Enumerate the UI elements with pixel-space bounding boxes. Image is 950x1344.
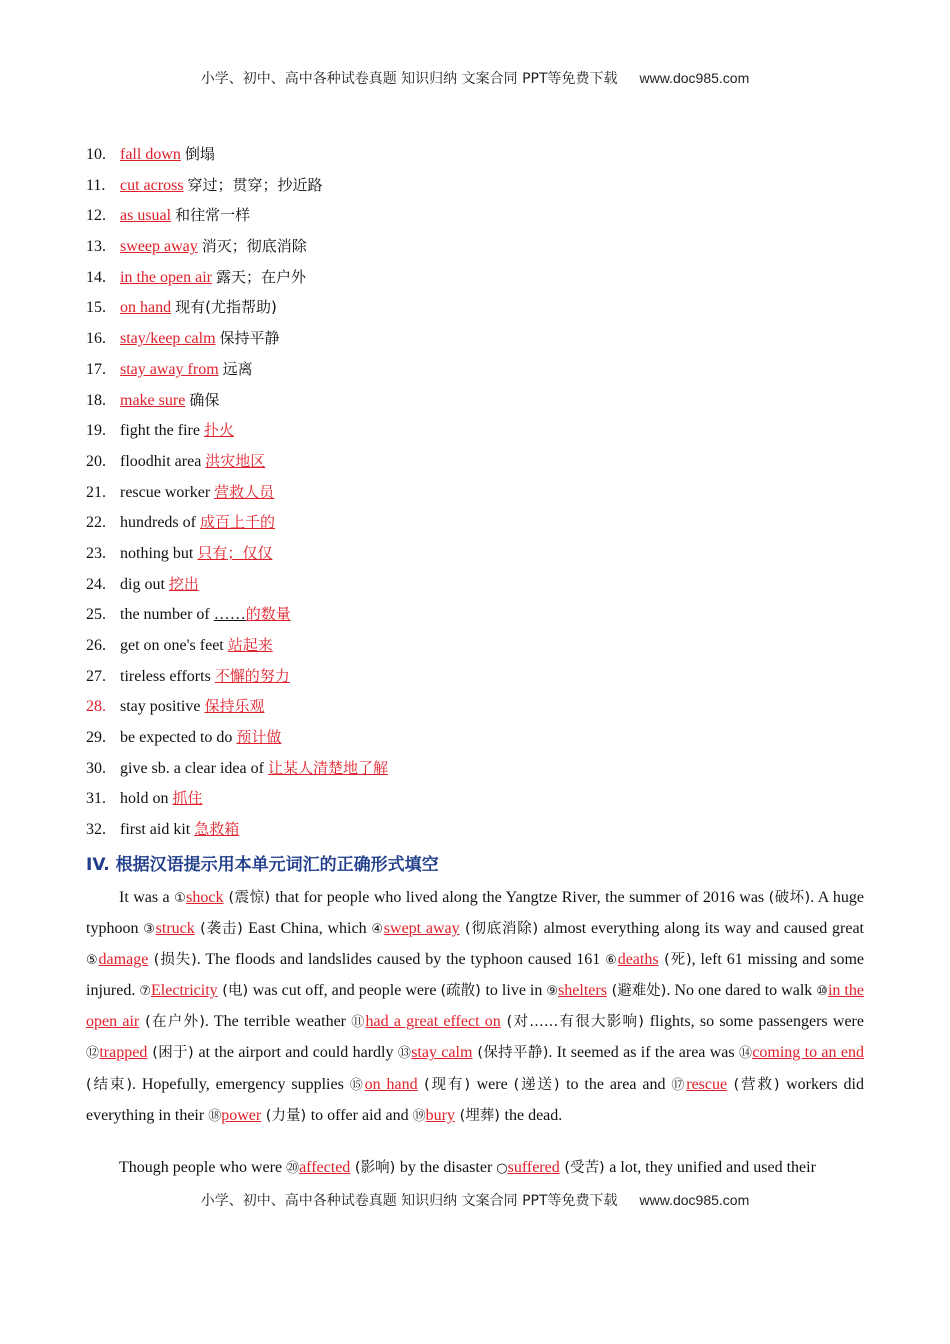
vocab-meaning: 只有；仅仅 — [197, 543, 273, 562]
vocab-meaning: 预计做 — [236, 728, 282, 747]
vocab-phrase: dig out — [120, 575, 165, 593]
vocab-meaning: 挖出 — [168, 574, 199, 593]
vocab-phrase: give sb. a clear idea of — [120, 759, 264, 777]
vocab-phrase: fall down — [120, 146, 181, 163]
vocab-meaning: 营救人员 — [214, 482, 275, 501]
vocab-dots: …… — [213, 606, 246, 624]
vocab-meaning: 远离 — [222, 359, 253, 378]
passage-paragraph-2: Though people who were ⑳affected (影响) by the disaster ○suffered (受苦) a lot, they unified and used their — [119, 1159, 816, 1176]
vocab-number: 26. — [86, 637, 106, 654]
vocab-meaning: 保持平静 — [219, 329, 280, 348]
vocab-phrase: be expected to do — [120, 729, 233, 747]
vocab-item — [86, 634, 388, 665]
vocab-item — [86, 511, 388, 542]
vocab-number: 22. — [86, 514, 106, 532]
vocab-item — [86, 695, 388, 726]
vocab-phrase: floodhit area — [120, 452, 202, 470]
vocab-number: 14. — [86, 268, 106, 286]
vocab-meaning: 保持乐观 — [204, 697, 265, 716]
vocab-meaning: 站起来 — [227, 636, 273, 654]
answer-17: rescue — [686, 1075, 728, 1093]
vocab-meaning: 倒塌 — [184, 145, 215, 163]
answer-9: shelters — [558, 982, 607, 1000]
vocab-number: 27. — [86, 667, 106, 685]
page-footer — [0, 1190, 950, 1210]
vocab-number: 30. — [86, 759, 106, 777]
vocab-meaning: 确保 — [189, 390, 220, 409]
vocab-item — [86, 174, 388, 205]
answer-14: coming to an end — [752, 1044, 864, 1062]
vocab-phrase: rescue worker — [120, 483, 211, 501]
vocab-phrase: stay/keep calm — [120, 330, 216, 348]
vocab-number: 32. — [86, 821, 106, 839]
vocab-number: 17. — [86, 360, 106, 378]
vocab-list — [86, 143, 388, 849]
header-text: 小学、初中、高中各种试卷真题 知识归纳 文案合同 PPT等免费下载 — [200, 71, 618, 87]
vocab-phrase: hundreds of — [120, 514, 196, 532]
vocab-phrase: the number of — [120, 606, 210, 624]
vocab-number: 19. — [86, 422, 106, 440]
vocab-number: 31. — [86, 790, 106, 808]
answer-21: suffered — [507, 1159, 560, 1176]
vocab-number: 10. — [86, 146, 106, 163]
vocab-phrase: get on one's feet — [120, 637, 224, 654]
answer-13: stay calm — [411, 1044, 473, 1062]
vocab-phrase: stay positive — [120, 698, 201, 716]
vocab-item — [86, 450, 388, 481]
vocab-item — [86, 603, 388, 634]
answer-15: on hand — [364, 1075, 418, 1093]
vocab-meaning: 的数量 — [245, 605, 291, 624]
vocab-item — [86, 389, 388, 420]
vocab-number: 20. — [86, 452, 106, 470]
vocab-item — [86, 296, 388, 327]
footer-url[interactable]: www.doc985.com — [639, 1192, 750, 1208]
vocab-number: 18. — [86, 391, 106, 409]
vocab-number: 28. — [86, 698, 106, 716]
answer-6: deaths — [617, 951, 659, 969]
vocab-number: 12. — [86, 207, 106, 225]
vocab-meaning: 和往常一样 — [175, 206, 251, 225]
header-url[interactable]: www.doc985.com — [639, 70, 750, 86]
answer-3: struck — [155, 920, 195, 938]
passage-paragraph-1: It was a ①shock (震惊) that for people who lived along the Yangtze River, the summer of 2016 was (破坏). A huge typhoon ③struck (袭击) East China, which ④swept away (彻底消除) almost everything along its way and caused great ⑤damage (损失). The floods and landslides caused by the typhoon caused 161 ⑥deaths (死), left 61 missing and some injured. ⑦Electricity (电) was cut off, and people were (疏散) to live in ⑨shelters (避难处). No one dared to walk ⑩in the open air (在户外). The terrible weather ⑪had a great effect on (对……有很大影响) flights, so some passengers were ⑫trapped (困于) at the airport and could hardly ⑬stay calm (保持平静). It seemed as if the area was ⑭coming to an end (结束). Hopefully, emergency supplies ⑮on hand (现有) were (递送) to the area and ⑰rescue (营救) workers did everything in their ⑱power (力量) to offer aid and ⑲bury (埋葬) the dead. — [86, 889, 865, 1124]
vocab-phrase: stay away from — [120, 360, 219, 378]
page-header — [0, 68, 950, 88]
vocab-meaning: 不懈的努力 — [214, 666, 290, 685]
vocab-phrase: tireless efforts — [120, 667, 211, 685]
vocab-phrase: first aid kit — [120, 821, 191, 839]
vocab-item — [86, 204, 388, 235]
footer-text: 小学、初中、高中各种试卷真题 知识归纳 文案合同 PPT等免费下载 — [200, 1193, 618, 1209]
vocab-number: 16. — [86, 330, 106, 348]
vocab-meaning: 穿过；贯穿；抄近路 — [187, 175, 323, 194]
answer-5: damage — [98, 951, 149, 969]
vocab-number: 29. — [86, 729, 106, 747]
vocab-item — [86, 787, 388, 818]
vocab-item — [86, 419, 388, 450]
vocab-phrase: nothing but — [120, 544, 194, 562]
vocab-phrase: hold on — [120, 790, 169, 808]
vocab-meaning: 扑火 — [203, 421, 234, 440]
vocab-meaning: 抓住 — [172, 789, 203, 808]
vocab-phrase: as usual — [120, 207, 172, 225]
vocab-phrase: on hand — [120, 299, 172, 317]
answer-18: power — [221, 1106, 262, 1124]
vocab-item — [86, 665, 388, 696]
vocab-item — [86, 235, 388, 266]
answer-7: Electricity — [151, 982, 218, 1000]
vocab-number: 24. — [86, 575, 106, 593]
vocab-item — [86, 726, 388, 757]
vocab-phrase: cut across — [120, 176, 184, 194]
answer-20: affected — [299, 1159, 351, 1176]
answer-19: bury — [425, 1106, 455, 1124]
answer-1: shock — [186, 889, 224, 906]
vocab-number: 23. — [86, 544, 106, 562]
vocab-item — [86, 143, 388, 174]
vocab-item — [86, 327, 388, 358]
vocab-meaning: 消灭；彻底消除 — [201, 237, 307, 256]
vocab-meaning: 现有(尤指帮助) — [175, 298, 277, 317]
vocab-meaning: 让某人清楚地了解 — [267, 758, 388, 777]
vocab-number: 11. — [86, 176, 106, 194]
answer-4: swept away — [383, 920, 460, 938]
vocab-number: 15. — [86, 299, 106, 317]
vocab-phrase: make sure — [120, 391, 186, 409]
vocab-item — [86, 358, 388, 389]
answer-12: trapped — [99, 1044, 148, 1062]
vocab-number: 21. — [86, 483, 106, 501]
vocab-number: 25. — [86, 606, 106, 624]
vocab-item — [86, 757, 388, 788]
vocab-phrase: fight the fire — [120, 422, 200, 440]
vocab-number: 13. — [86, 238, 106, 256]
vocab-meaning: 成百上千的 — [199, 513, 275, 532]
vocab-item — [86, 818, 388, 849]
vocab-item — [86, 266, 388, 297]
vocab-item — [86, 481, 388, 512]
section-title: IV. 根据汉语提示用本单元词汇的正确形式填空 — [86, 855, 439, 875]
vocab-item — [86, 542, 388, 573]
vocab-item — [86, 573, 388, 604]
vocab-phrase: in the open air — [120, 268, 212, 286]
vocab-meaning: 露天；在户外 — [215, 267, 306, 286]
vocab-meaning: 洪灾地区 — [205, 451, 266, 470]
answer-11: had a great effect on — [365, 1013, 501, 1031]
answer-10: in the open air — [86, 982, 864, 1031]
vocab-phrase: sweep away — [120, 238, 198, 256]
vocab-meaning: 急救箱 — [194, 820, 240, 839]
